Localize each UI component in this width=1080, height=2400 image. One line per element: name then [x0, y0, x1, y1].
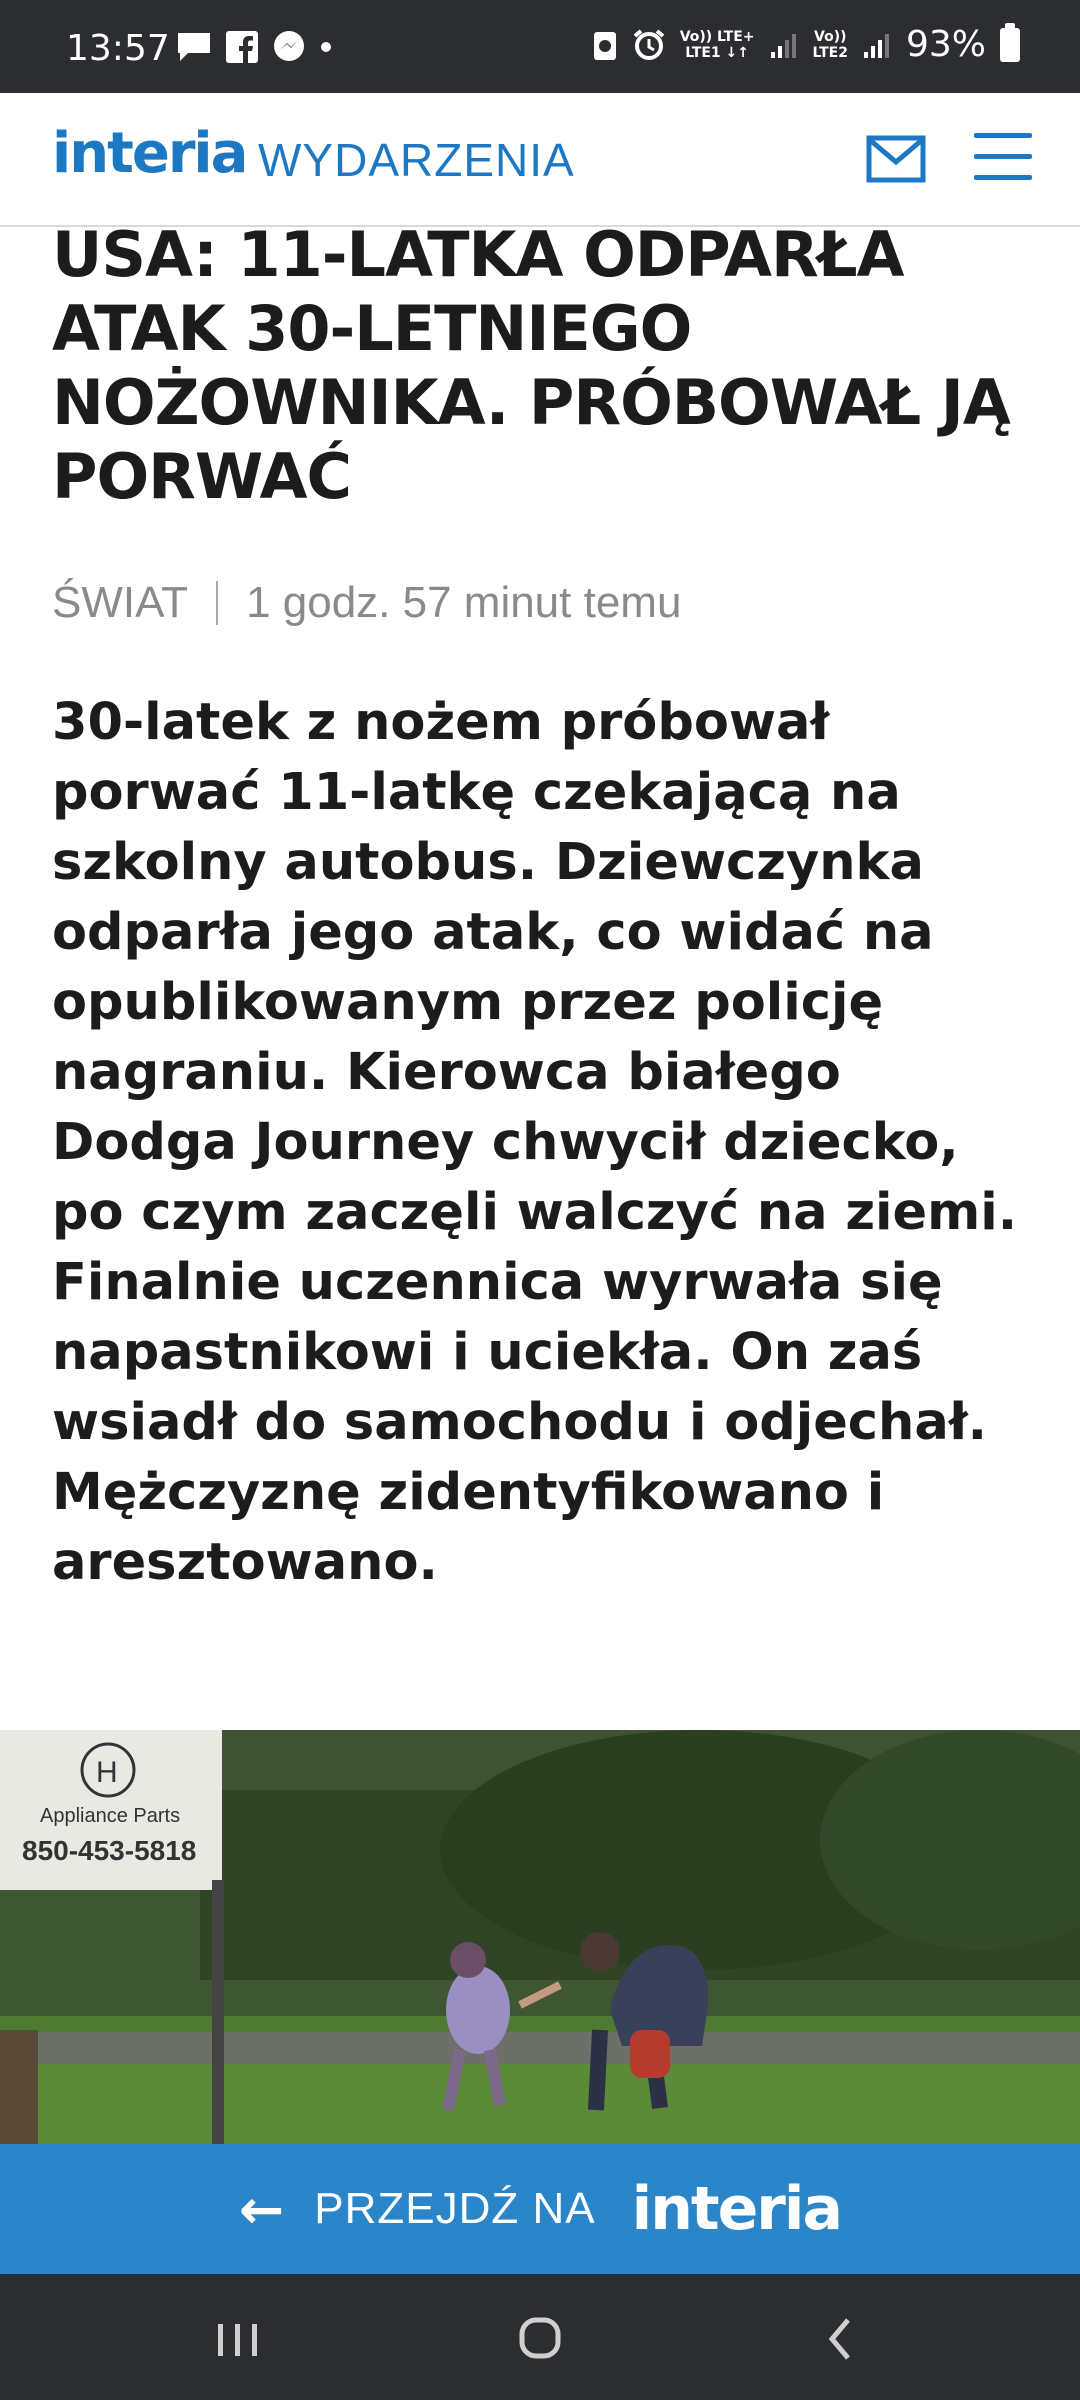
- recent-apps-icon: [208, 2314, 268, 2364]
- signal-icon: [862, 30, 892, 60]
- system-status: [592, 24, 1020, 65]
- article-lead: 30-latek z nożem próbował porwać 11-latkę czekającą na szkolny autobus. Dziewczynka odparła jego atak, co widać na opublikowanym przez policję nagraniu. Kierowca białego Dodga Journey chwycił dziecko, po czym zaczęli walczyć na ziemi. Finalnie uczennica wyrwała się napastnikowi i uciekła. On zaś wsiadł do samochodu i odjechał. Mężczyznę zidentyfikowano i aresztowano.: [52, 693, 1018, 1592]
- menu-button[interactable]: [974, 133, 1032, 183]
- dot-icon: [320, 41, 332, 53]
- article-time: 1 godz. 57 minut temu: [246, 578, 682, 627]
- notification-icons: [176, 30, 332, 64]
- menu-bar: [974, 133, 1032, 138]
- signal-icon: [769, 30, 799, 60]
- article-category[interactable]: ŚWIAT: [52, 578, 189, 627]
- recycle-icon: [592, 28, 618, 62]
- section-title[interactable]: WYDARZENIA: [258, 134, 575, 186]
- photo-sign-line2: 850-453-5818: [22, 1835, 197, 1866]
- interia-logo[interactable]: interia: [52, 121, 247, 186]
- arrow-left-icon: ←: [239, 2177, 285, 2241]
- photo-sign-line1: Appliance Parts: [40, 1805, 181, 1827]
- mail-button[interactable]: [866, 135, 926, 183]
- article-photo[interactable]: [0, 1730, 1080, 2144]
- chat-icon: [176, 31, 212, 63]
- recent-apps-button[interactable]: [208, 2314, 268, 2364]
- home-icon: [510, 2314, 570, 2364]
- messenger-icon: [272, 30, 306, 64]
- network-lte2-top: Vo)): [814, 28, 847, 45]
- network-lte1-top: Vo)) LTE+: [679, 28, 755, 45]
- network-lte1: [680, 29, 755, 61]
- battery-percent: 93%: [905, 24, 986, 65]
- svg-text:H: H: [96, 1756, 118, 1789]
- navigation-bar: [0, 2274, 1080, 2400]
- back-icon: [810, 2314, 870, 2364]
- article-meta: [52, 578, 681, 628]
- battery-icon: [1000, 28, 1020, 62]
- network-lte2: [813, 29, 848, 61]
- network-lte2-bottom: LTE2: [812, 44, 848, 61]
- facebook-icon: [226, 31, 258, 63]
- menu-bar: [974, 175, 1032, 180]
- article-title: USA: 11-LATKA ODPARŁA ATAK 30-LETNIEGO NOŻOWNIKA. PRÓBOWAŁ JĄ PORWAĆ: [52, 218, 1010, 513]
- status-time: 13:57: [66, 28, 170, 69]
- go-to-interia-banner[interactable]: [0, 2144, 1080, 2274]
- home-button[interactable]: [510, 2314, 570, 2364]
- mail-icon: [866, 135, 926, 183]
- network-lte1-bottom: LTE1 ↓↑: [685, 44, 749, 61]
- site-header: [0, 93, 1080, 227]
- menu-bar: [974, 154, 1032, 159]
- banner-text: PRZEJDŹ NA: [314, 2184, 596, 2233]
- status-bar: [0, 0, 1080, 93]
- banner-logo: interia: [631, 2174, 841, 2244]
- back-button[interactable]: [810, 2314, 870, 2364]
- meta-divider: [216, 581, 218, 625]
- alarm-icon: [632, 28, 666, 62]
